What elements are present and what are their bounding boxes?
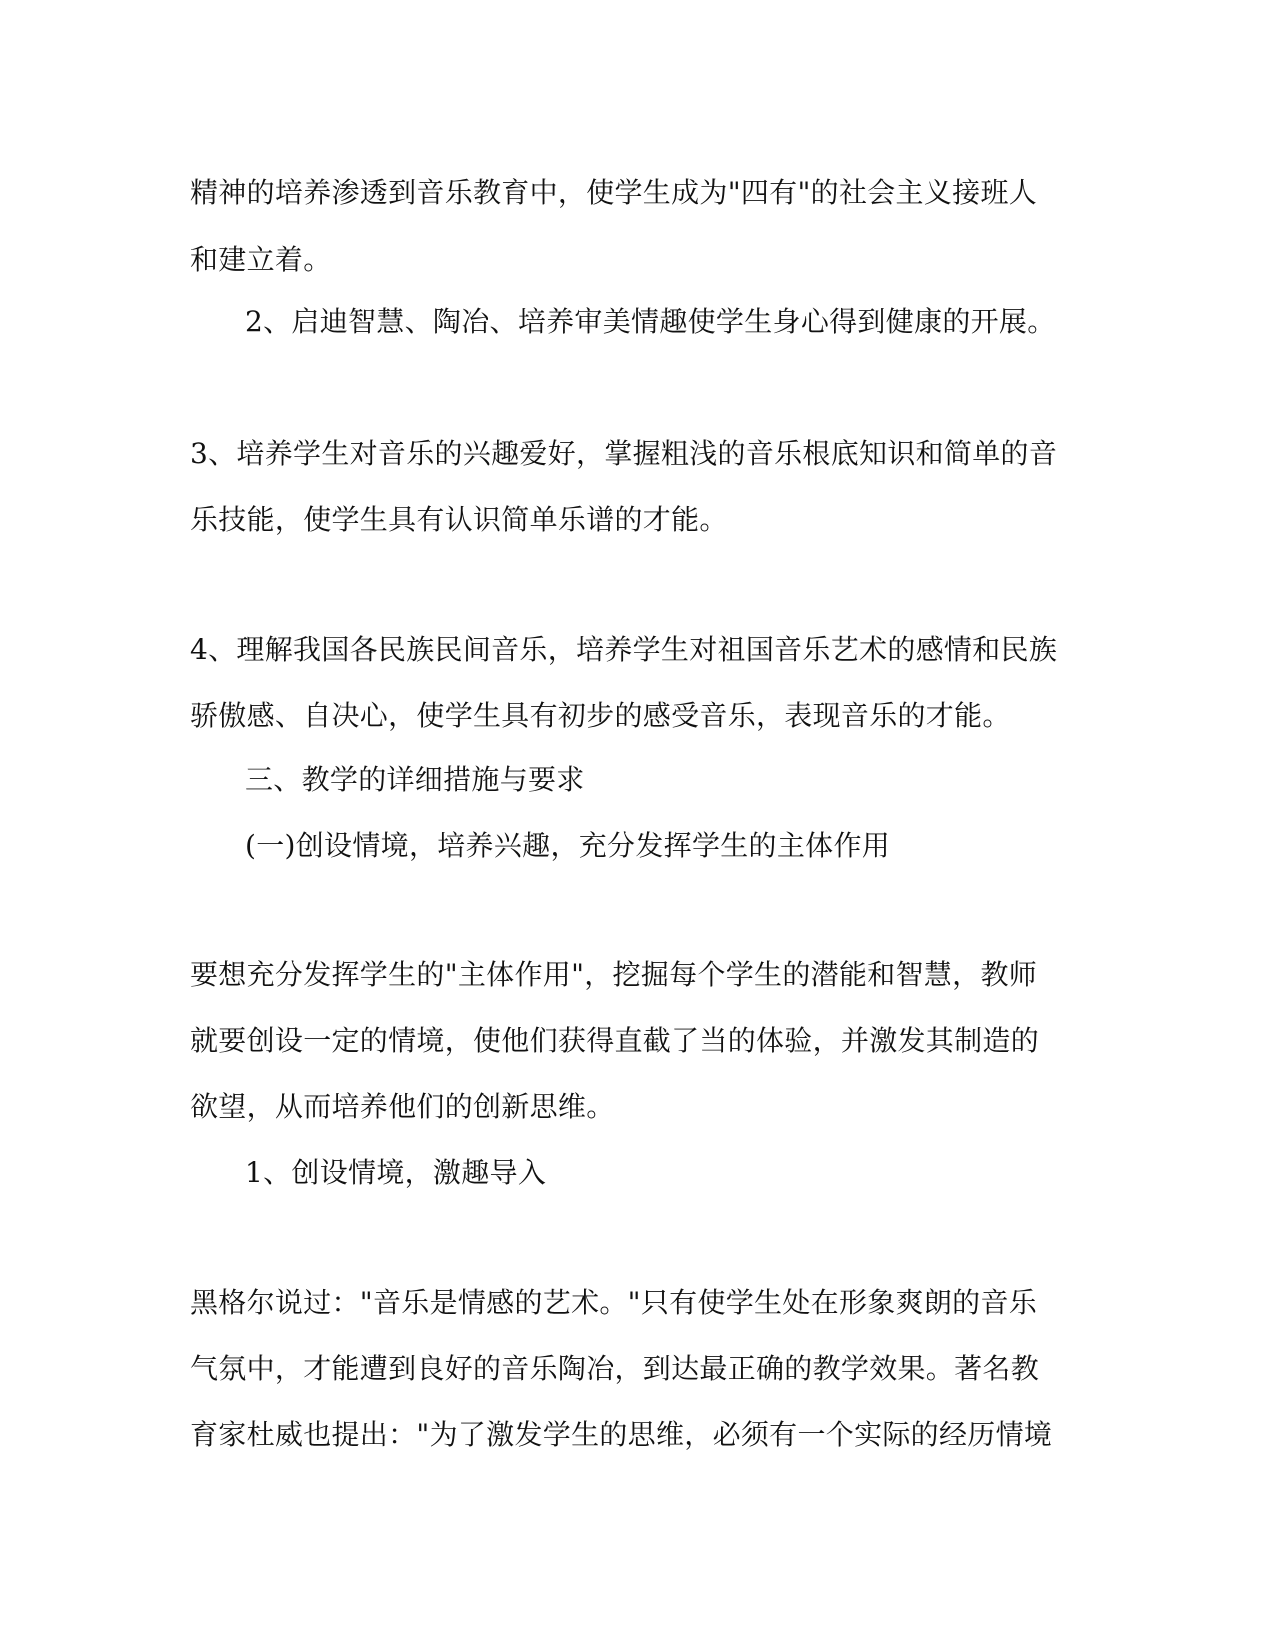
body-text-line: 和建立着。 <box>190 243 332 276</box>
body-text-line: 骄傲感、自决心，使学生具有初步的感受音乐，表现音乐的才能。 <box>190 699 1011 732</box>
goal-item-4: 4、理解我国各民族民间音乐，培养学生对祖国音乐艺术的感情和民族 <box>190 633 1058 666</box>
section-heading: 三、教学的详细措施与要求 <box>245 763 585 796</box>
body-text-line: 育家杜威也提出："为了激发学生的思维，必须有一个实际的经历情境 <box>190 1418 1053 1451</box>
body-text-line: 欲望，从而培养他们的创新思维。 <box>190 1090 615 1123</box>
body-text-line: 就要创设一定的情境，使他们获得直截了当的体验，并激发其制造的 <box>190 1024 1040 1057</box>
body-text-line: 精神的培养渗透到音乐教育中，使学生成为"四有"的社会主义接班人 <box>190 176 1038 209</box>
body-text-line: 乐技能，使学生具有认识简单乐谱的才能。 <box>190 503 728 536</box>
goal-item-2: 2、启迪智慧、陶冶、培养审美情趣使学生身心得到健康的开展。 <box>245 305 1056 338</box>
body-text-line: 要想充分发挥学生的"主体作用"，挖掘每个学生的潜能和智慧，教师 <box>190 958 1038 991</box>
subsection-heading: (一)创设情境，培养兴趣，充分发挥学生的主体作用 <box>245 829 891 862</box>
body-text-line: 黑格尔说过："音乐是情感的艺术。"只有使学生处在形象爽朗的音乐 <box>190 1286 1038 1319</box>
body-text-line: 气氛中，才能遭到良好的音乐陶冶，到达最正确的教学效果。著名教 <box>190 1352 1040 1385</box>
goal-item-3: 3、培养学生对音乐的兴趣爱好，掌握粗浅的音乐根底知识和简单的音 <box>190 437 1058 470</box>
item-heading: 1、创设情境，激趣导入 <box>245 1156 547 1189</box>
